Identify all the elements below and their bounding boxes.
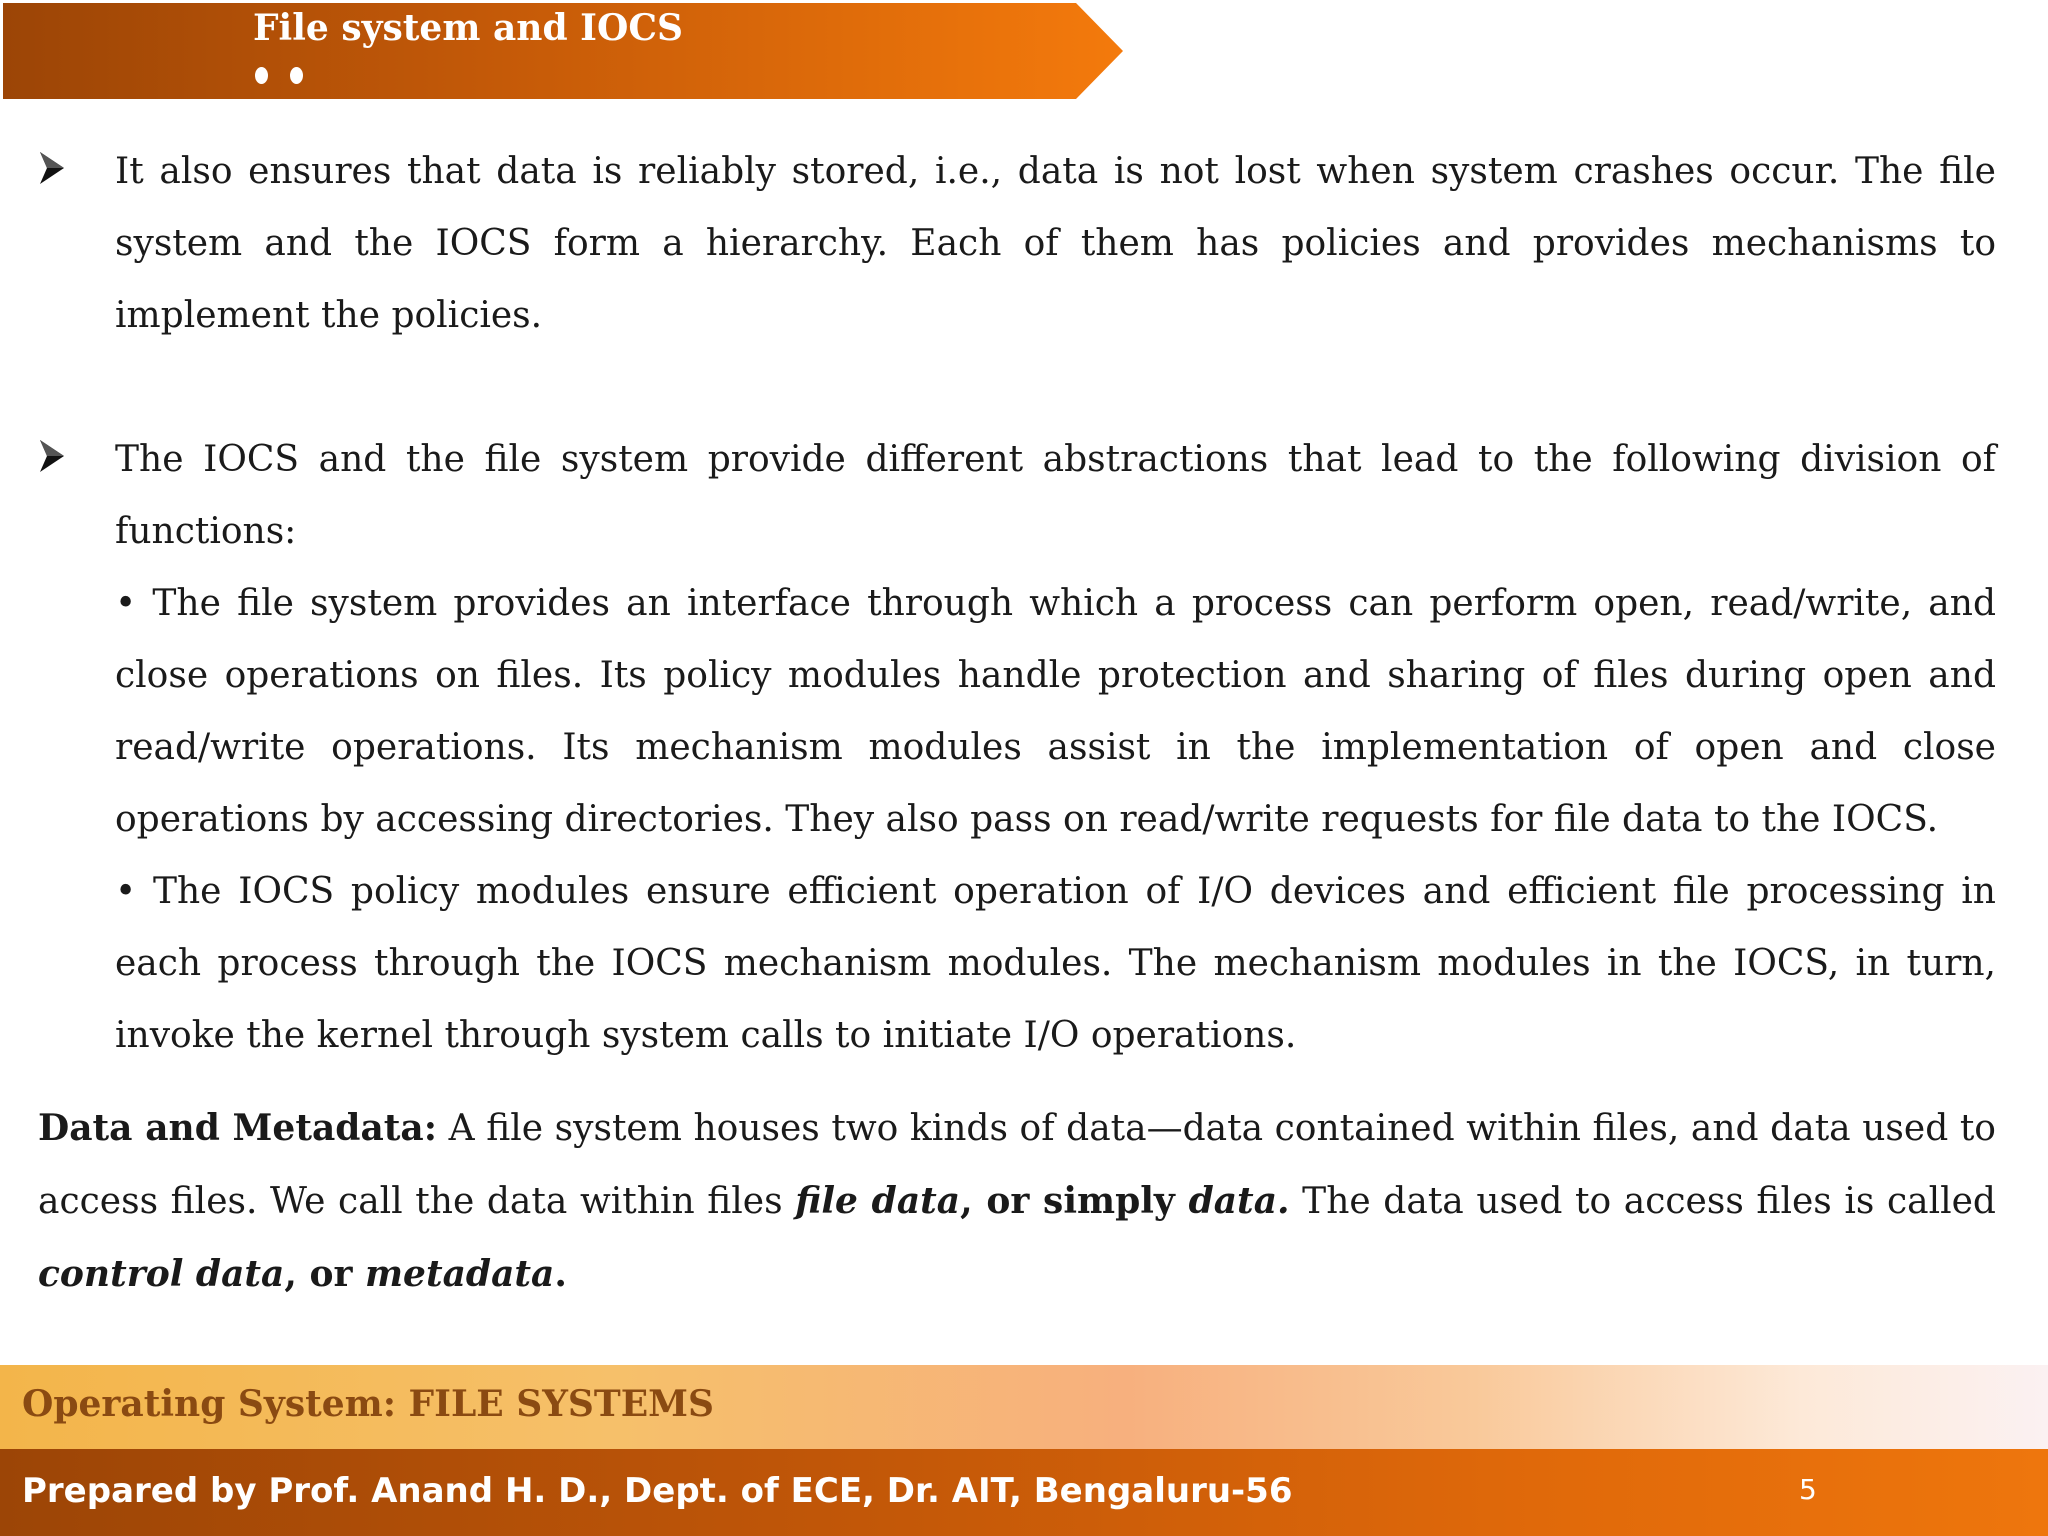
author-bar <box>0 1449 2048 1536</box>
course-bar <box>0 1365 2048 1449</box>
bullet-item <box>38 136 1996 352</box>
dot-icon <box>255 67 268 84</box>
term-file-data: file data <box>795 1180 961 1222</box>
dot-icon <box>290 67 303 84</box>
author-credit: Prepared by Prof. Anand H. D., Dept. of ECE, Dr. AIT, Bengaluru-56 <box>22 1471 1293 1511</box>
page-number: 5 <box>1799 1473 1817 1506</box>
term-data: data. <box>1188 1180 1290 1222</box>
bullet-text: The IOCS and the file system provide different abstractions that lead to the following division of functions: <box>115 439 1996 552</box>
sub-point: • The file system provides an interface through which a process can perform open, read/write, and close operations on files. Its policy modules handle protection and sharing of files during open and read/write operations. Its mechanism modules assist in the implementation of open and close operations by accessing directories. They also pass on read/write requests for file data to the IOCS. <box>115 583 1996 840</box>
term-metadata: metadata <box>364 1253 555 1295</box>
slide-content <box>38 136 1996 1311</box>
summary-label: Data and Metadata: <box>38 1107 438 1149</box>
arrow-bullet-icon <box>38 150 66 186</box>
title-dots <box>255 67 325 88</box>
page-title: File system and IOCS <box>253 7 684 49</box>
arrow-bullet-icon <box>38 438 66 474</box>
bullet-text: It also ensures that data is reliably stored, i.e., data is not lost when system crashes occur. The file system and the IOCS form a hierarchy. Each of them has policies and provides mechanisms to implement the policies. <box>115 151 1996 336</box>
title-banner <box>3 3 1123 99</box>
course-title: Operating System: FILE SYSTEMS <box>22 1383 714 1425</box>
bullet-item <box>38 424 1996 568</box>
term-control-data: control data <box>38 1253 285 1295</box>
summary-paragraph: Data and Metadata: A file system houses two kinds of data—data contained within files, and data used to access files. We call the data within files file data, or simply data. The data used to access files is called control data, or metadata. <box>38 1107 1996 1295</box>
sub-point: • The IOCS policy modules ensure efficient operation of I/O devices and efficient file processing in each process through the IOCS mechanism modules. The mechanism modules in the IOCS, in turn, invoke the kernel through system calls to initiate I/O operations. <box>115 871 1996 1056</box>
